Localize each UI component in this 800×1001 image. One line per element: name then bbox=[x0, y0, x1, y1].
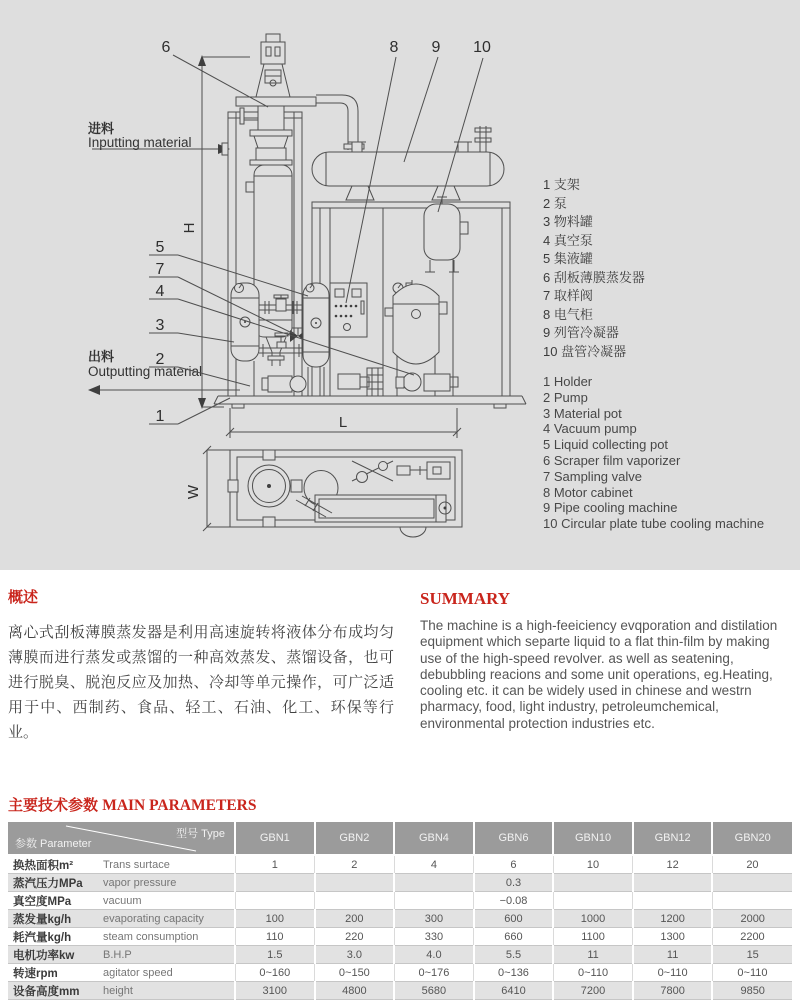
table-row bbox=[8, 874, 792, 892]
legend-en-item: 6 Scraper film vaporizer bbox=[543, 452, 681, 468]
value-cell: 0~110 bbox=[633, 964, 713, 982]
table-row bbox=[8, 910, 792, 928]
value-cell: 2 bbox=[315, 855, 395, 874]
value-cell: 1200 bbox=[633, 910, 713, 928]
legend-cn-item: 9 列管冷凝器 bbox=[543, 325, 619, 340]
value-cell: 11 bbox=[633, 946, 713, 964]
callout-7: 7 bbox=[155, 261, 165, 278]
value-cell bbox=[315, 874, 395, 892]
value-cell bbox=[633, 892, 713, 910]
parameters-title bbox=[8, 794, 256, 815]
inlet-label-en: Inputting material bbox=[88, 135, 192, 150]
value-cell: −0.08 bbox=[474, 892, 554, 910]
legend-cn-item: 10 盘管冷凝器 bbox=[543, 343, 627, 359]
legend-en-item: 4 Vacuum pump bbox=[543, 421, 637, 437]
value-cell: 11 bbox=[553, 946, 633, 964]
header-type-label: 型号 Type bbox=[176, 828, 226, 840]
param-cell: 耗汽量kg/h steam consumption bbox=[8, 928, 235, 946]
table-header-row bbox=[8, 822, 792, 855]
value-cell: 3.0 bbox=[315, 946, 395, 964]
model-header: GBN2 bbox=[315, 822, 395, 855]
value-cell bbox=[394, 892, 474, 910]
table-row bbox=[8, 946, 792, 964]
header-param-label: 参数 Parameter bbox=[15, 838, 92, 850]
legend-cn-item: 1 支架 bbox=[543, 177, 580, 192]
value-cell bbox=[633, 874, 713, 892]
value-cell: 7200 bbox=[553, 982, 633, 1000]
legend-en-item: 9 Pipe cooling machine bbox=[543, 500, 678, 516]
value-cell: 660 bbox=[474, 928, 554, 946]
legend-en-item: 10 Circular plate tube cooling machine bbox=[543, 516, 765, 532]
parameters-table bbox=[8, 822, 792, 1000]
value-cell: 0~110 bbox=[553, 964, 633, 982]
callout-1: 1 bbox=[155, 408, 165, 425]
value-cell: 2000 bbox=[712, 910, 792, 928]
value-cell: 600 bbox=[474, 910, 554, 928]
parameters-title-en: MAIN PARAMETERS bbox=[102, 797, 257, 814]
value-cell: 5680 bbox=[394, 982, 474, 1000]
callout-9: 9 bbox=[431, 39, 441, 56]
value-cell bbox=[712, 892, 792, 910]
value-cell: 1100 bbox=[553, 928, 633, 946]
callout-2: 2 bbox=[155, 351, 165, 368]
value-cell: 110 bbox=[235, 928, 315, 946]
value-cell: 6 bbox=[474, 855, 554, 874]
outlet-arrow-icon bbox=[88, 385, 100, 395]
value-cell: 4 bbox=[394, 855, 474, 874]
table-corner-header bbox=[8, 822, 235, 855]
model-header: GBN12 bbox=[633, 822, 713, 855]
legend-en-item: 1 Holder bbox=[543, 374, 593, 389]
value-cell: 20 bbox=[712, 855, 792, 874]
value-cell bbox=[553, 892, 633, 910]
value-cell: 0~110 bbox=[712, 964, 792, 982]
model-header: GBN1 bbox=[235, 822, 315, 855]
param-cell: 真空度MPa vacuum bbox=[8, 892, 235, 910]
value-cell: 4.0 bbox=[394, 946, 474, 964]
value-cell: 330 bbox=[394, 928, 474, 946]
param-cell: 设备高度mm height bbox=[8, 982, 235, 1000]
table-row bbox=[8, 964, 792, 982]
callout-8: 8 bbox=[389, 39, 399, 56]
callout-3: 3 bbox=[155, 317, 165, 334]
legend-en-item: 8 Motor cabinet bbox=[543, 484, 633, 500]
callout-5: 5 bbox=[155, 239, 165, 256]
parameters-title-cn: 主要技术参数 bbox=[8, 797, 99, 814]
top-view bbox=[228, 450, 462, 537]
model-header: GBN10 bbox=[553, 822, 633, 855]
value-cell bbox=[235, 892, 315, 910]
value-cell bbox=[394, 874, 474, 892]
param-cell: 换热面积m² Trans surtace bbox=[8, 855, 235, 874]
value-cell: 6410 bbox=[474, 982, 554, 1000]
value-cell: 7800 bbox=[633, 982, 713, 1000]
value-cell: 0.3 bbox=[474, 874, 554, 892]
legend-cn-item: 4 真空泵 bbox=[543, 232, 593, 248]
dim-l-label: L bbox=[338, 414, 348, 431]
value-cell: 3100 bbox=[235, 982, 315, 1000]
overview-body-en: The machine is a high-feeiciency evqporation and distilation equipment which separte liquid to a flat thin-film by making use of the high-speed revolver. as well as seatening, debubbling reacions and some unit operations, eg.Heating, cooling etc. it can be widely used in chinese and westrn pharmacy, food, light industry, petroleumchemical, environmental protection industries etc. bbox=[420, 618, 778, 731]
value-cell bbox=[315, 892, 395, 910]
overview-body-cn: 离心式刮板薄膜蒸发器是利用高速旋转将液体分布成均匀薄膜而进行蒸发或蒸馏的一种高效蒸发、蒸馏设备，也可进行脱臭、脱泡反应及加热、冷却等单元操作，可广泛适用于中、西制药、食品、轻工、石油、化工、环保等行业。 bbox=[8, 624, 394, 741]
legend-en-item: 2 Pump bbox=[543, 389, 588, 405]
value-cell: 2200 bbox=[712, 928, 792, 946]
value-cell: 0~136 bbox=[474, 964, 554, 982]
legend-cn-item: 3 物料罐 bbox=[543, 214, 593, 229]
value-cell: 0~160 bbox=[235, 964, 315, 982]
legend-english bbox=[543, 374, 764, 532]
dimension-length bbox=[226, 408, 461, 438]
param-cell: 蒸发量kg/h evaporating capacity bbox=[8, 910, 235, 928]
value-cell bbox=[235, 874, 315, 892]
value-cell bbox=[553, 874, 633, 892]
table-row bbox=[8, 928, 792, 946]
callout-6: 6 bbox=[161, 39, 171, 56]
legend-cn-item: 7 取样阀 bbox=[543, 288, 593, 303]
callout-4: 4 bbox=[155, 283, 165, 300]
legend-cn-item: 8 电气柜 bbox=[543, 306, 593, 322]
model-header: GBN20 bbox=[712, 822, 792, 855]
outlet-label-en: Outputting material bbox=[88, 364, 203, 379]
front-view bbox=[214, 34, 526, 408]
param-cell: 电机功率kw B.H.P bbox=[8, 946, 235, 964]
value-cell bbox=[712, 874, 792, 892]
legend-en-item: 3 Material pot bbox=[543, 405, 622, 421]
value-cell: 200 bbox=[315, 910, 395, 928]
model-header: GBN4 bbox=[394, 822, 474, 855]
inlet-label-cn: 进料 bbox=[88, 121, 115, 136]
value-cell: 1300 bbox=[633, 928, 713, 946]
value-cell: 12 bbox=[633, 855, 713, 874]
value-cell: 1000 bbox=[553, 910, 633, 928]
outlet-label-cn: 出料 bbox=[88, 349, 115, 364]
value-cell: 220 bbox=[315, 928, 395, 946]
value-cell: 5.5 bbox=[474, 946, 554, 964]
value-cell: 300 bbox=[394, 910, 474, 928]
overview-english bbox=[420, 589, 790, 732]
table-row bbox=[8, 982, 792, 1000]
legend-en-item: 5 Liquid collecting pot bbox=[543, 437, 669, 453]
legend-en-item: 7 Sampling valve bbox=[543, 468, 642, 484]
table-row bbox=[8, 892, 792, 910]
overview-chinese bbox=[8, 586, 394, 745]
overview-title-cn: 概述 bbox=[8, 589, 39, 606]
value-cell: 15 bbox=[712, 946, 792, 964]
value-cell: 0~176 bbox=[394, 964, 474, 982]
value-cell: 10 bbox=[553, 855, 633, 874]
inlet-annotation bbox=[88, 121, 230, 155]
value-cell: 100 bbox=[235, 910, 315, 928]
dim-w-label: W bbox=[185, 484, 202, 500]
param-cell: 蒸汽压力MPa vapor pressure bbox=[8, 874, 235, 892]
legend-cn-item: 2 泵 bbox=[543, 195, 567, 211]
legend-cn-item: 5 集液罐 bbox=[543, 251, 593, 266]
param-cell: 转速rpm agitator speed bbox=[8, 964, 235, 982]
value-cell: 1.5 bbox=[235, 946, 315, 964]
dim-h-label: H bbox=[181, 222, 198, 234]
value-cell: 4800 bbox=[315, 982, 395, 1000]
value-cell: 1 bbox=[235, 855, 315, 874]
value-cell: 9850 bbox=[712, 982, 792, 1000]
value-cell: 0~150 bbox=[315, 964, 395, 982]
legend-chinese bbox=[543, 176, 645, 361]
overview-title-en: SUMMARY bbox=[420, 589, 511, 608]
table-row bbox=[8, 855, 792, 874]
legend-cn-item: 6 刮板薄膜蒸发器 bbox=[543, 269, 645, 285]
callout-10: 10 bbox=[473, 39, 491, 56]
dimension-width bbox=[185, 446, 230, 531]
model-header: GBN6 bbox=[474, 822, 554, 855]
